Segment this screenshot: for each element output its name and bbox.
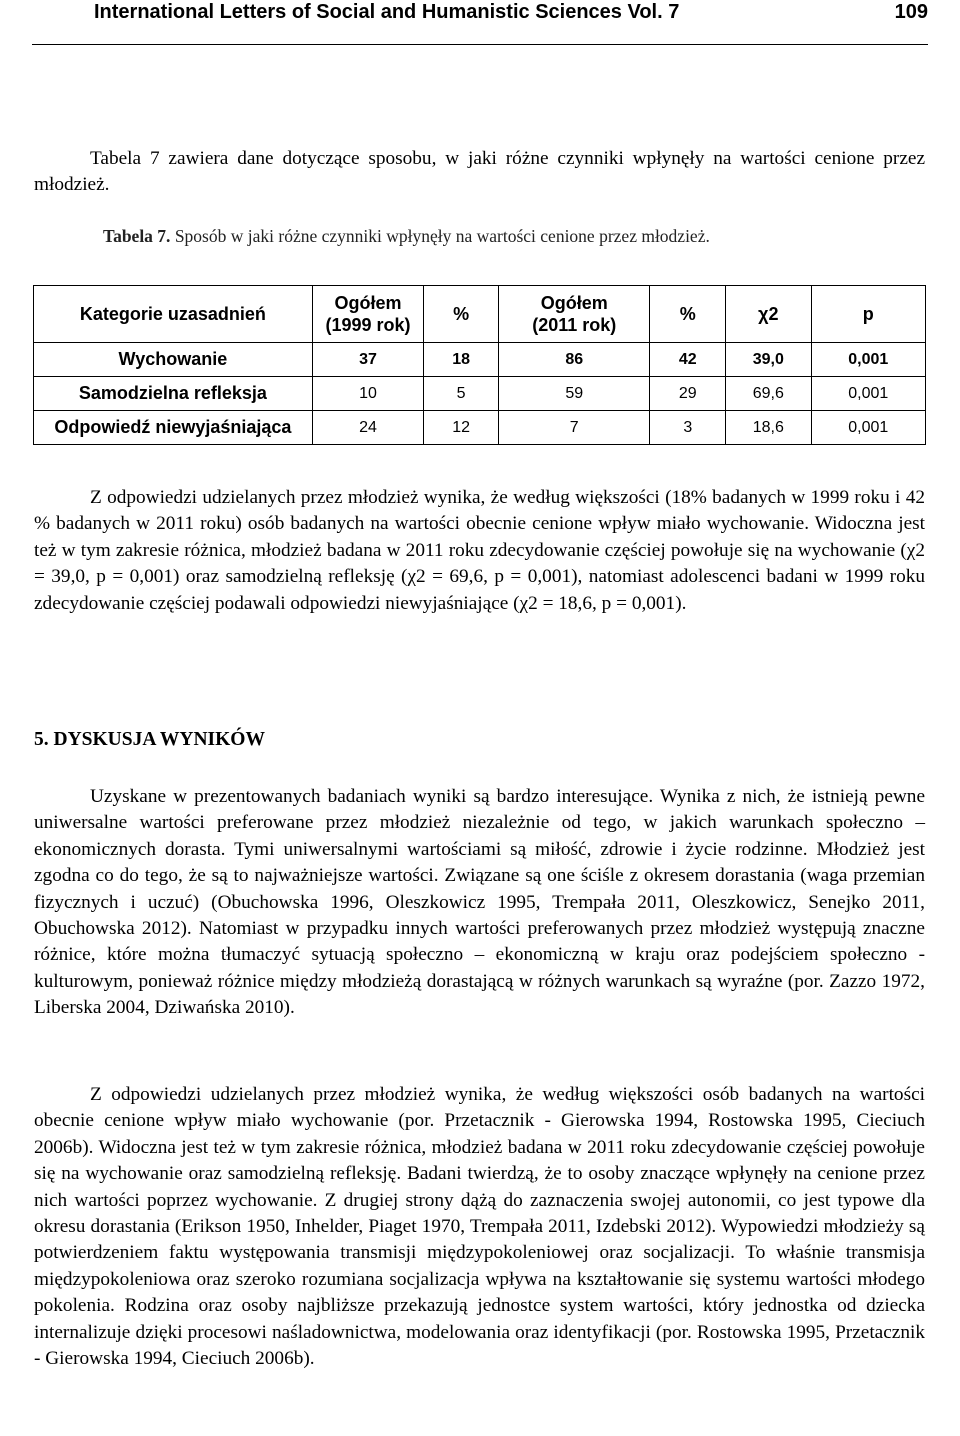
page-number: 109 bbox=[894, 1, 928, 23]
cell-category: Samodzielna refleksja bbox=[34, 377, 313, 411]
discussion-paragraph-2: Z odpowiedzi udzielanych przez młodzież wynika, że według większości osób badanych na wartości obecnie cenione wpływ miało wychowanie (por. Przetacznik - Gierowska 1994, Rostowska 1995, Cieciuch 2006b). Widoczna jest też w tym zakresie różnica, młodzież badana w 2011 roku zdecydowanie częściej powołuje się na wychowanie oraz samodzielną refleksję. Badani twierdzą, że to osoby znaczące wpłynęły na cenione przez nich wartości poprzez wychowanie. Z drugiej strony dążą do zaznaczenia swojej autonomii, co jest typowe dla okresu dorastania (Erikson 1950, Inhelder, Piaget 1970, Trempała 2011, Izdebski 2012). Wypowiedzi młodzieży są potwierdzeniem faktu występowania transmisji międzypokoleniowej oraz socjalizacji. To właśnie transmisja międzypokoleniowa oraz szeroko rozumiana socjalizacja wpływa na kształtowanie się systemu wartości młodego pokolenia. Rodzina oraz osoby najbliższe przekazują jednostce system wartości, który jednostka od dziecka internalizuje dzięki procesowi naśladownictwa, modelowania oraz identyfikacji (por. Rostowska 1995, Przetacznik - Gierowska 1994, Cieciuch 2006b). bbox=[34, 1084, 925, 1370]
table-caption-text: Sposób w jaki różne czynniki wpłynęły na wartości cenione przez młodzież. bbox=[170, 226, 710, 246]
header-total-2011 bbox=[499, 286, 650, 343]
intro-paragraph: Tabela 7 zawiera dane dotyczące sposobu, w jaki różne czynniki wpłynęły na wartości cenione przez młodzież. bbox=[34, 148, 925, 196]
results-table bbox=[33, 285, 926, 445]
cell-pct-1999: 5 bbox=[424, 377, 499, 411]
header-total-1999-line2: (1999 rok) bbox=[325, 315, 411, 335]
cell-pct-2011: 3 bbox=[650, 411, 726, 445]
table-header-row bbox=[34, 286, 926, 343]
cell-total-1999: 37 bbox=[312, 343, 423, 377]
header-category: Kategorie uzasadnień bbox=[34, 286, 313, 343]
cell-pct-1999: 12 bbox=[424, 411, 499, 445]
table-row bbox=[34, 377, 926, 411]
discussion-paragraph-1: Uzyskane w prezentowanych badaniach wyniki są bardzo interesujące. Wynika z nich, że istnieją pewne uniwersalne wartości preferowane przez młodzież niezależnie od tego, w jakich warunkach społeczno – ekonomicznych dorasta. Tymi uniwersalnymi wartościami są miłość, zdrowie i życie rodzinne. Młodzież jest zgodna co do tego, że są to najważniejsze wartości. Związane są one ściśle z okresem dorastania (waga przemian fizycznych i uczuć) (Obuchowska 1996, Oleszkowicz 1995, Trempała 2011, Oleszkowicz, Senejko 2011, Obuchowska 2012). Natomiast w przypadku innych wartości preferowanych przez młodzież występują znaczne różnice, które można tłumaczyć sytuacją społeczno – ekonomiczną w kraju oraz podejściem społeczno - kulturowym, ponieważ różnice między młodzieżą dorastającą w różnych warunkach są wyraźne (por. Zazzo 1972, Liberska 2004, Dziwańska 2010). bbox=[34, 786, 925, 1019]
journal-title: International Letters of Social and Humanistic Sciences Vol. 7 bbox=[94, 1, 680, 23]
header-p: p bbox=[811, 286, 925, 343]
table-row bbox=[34, 343, 926, 377]
header-total-2011-line2: (2011 rok) bbox=[532, 315, 617, 335]
cell-chi2: 18,6 bbox=[726, 411, 811, 445]
cell-total-1999: 10 bbox=[312, 377, 423, 411]
section-heading: 5. DYSKUSJA WYNIKÓW bbox=[34, 729, 265, 750]
cell-p: 0,001 bbox=[811, 377, 925, 411]
header-total-2011-line1: Ogółem bbox=[540, 293, 608, 313]
cell-total-1999: 24 bbox=[312, 411, 423, 445]
running-header bbox=[32, 0, 928, 45]
cell-p: 0,001 bbox=[811, 343, 925, 377]
table-caption bbox=[103, 226, 923, 247]
header-total-1999-line1: Ogółem bbox=[334, 293, 402, 313]
cell-category: Odpowiedź niewyjaśniająca bbox=[34, 411, 313, 445]
cell-chi2: 69,6 bbox=[726, 377, 811, 411]
cell-pct-2011: 42 bbox=[650, 343, 726, 377]
table-caption-label: Tabela 7. bbox=[103, 226, 171, 246]
cell-chi2: 39,0 bbox=[726, 343, 811, 377]
header-pct-2011: % bbox=[650, 286, 726, 343]
cell-total-2011: 59 bbox=[499, 377, 650, 411]
cell-pct-2011: 29 bbox=[650, 377, 726, 411]
cell-total-2011: 7 bbox=[499, 411, 650, 445]
results-paragraph: Z odpowiedzi udzielanych przez młodzież wynika, że według większości (18% badanych w 1999 roku i 42 % badanych w 2011 roku) osób badanych na wartości obecnie cenione wpływ miało wychowanie. Widoczna jest też w tym zakresie różnica, młodzież badana w 2011 roku zdecydowanie częściej powołuje się na wychowanie (χ2 = 39,0, p = 0,001) oraz samodzielną refleksję (χ2 = 69,6, p = 0,001), natomiast adolescenci badani w 1999 roku zdecydowanie częściej podawali odpowiedzi niewyjaśniające (χ2 = 18,6, p = 0,001). bbox=[34, 487, 925, 614]
cell-pct-1999: 18 bbox=[424, 343, 499, 377]
header-chi2: χ2 bbox=[726, 286, 811, 343]
cell-total-2011: 86 bbox=[499, 343, 650, 377]
header-total-1999 bbox=[312, 286, 423, 343]
cell-p: 0,001 bbox=[811, 411, 925, 445]
cell-category: Wychowanie bbox=[34, 343, 313, 377]
header-pct-1999: % bbox=[424, 286, 499, 343]
table-row bbox=[34, 411, 926, 445]
